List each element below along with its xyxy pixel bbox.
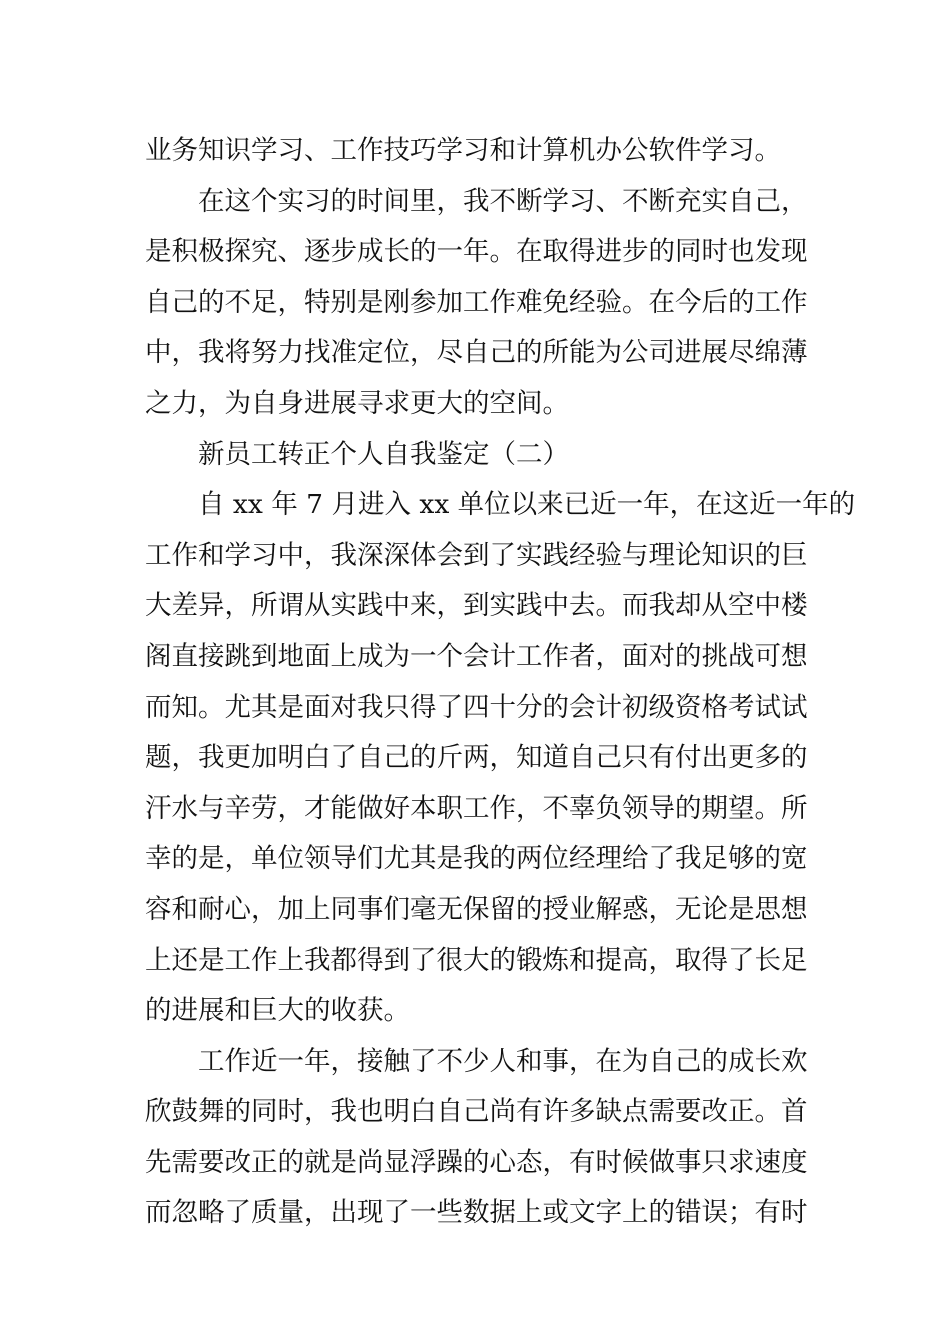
text-line: 上还是工作上我都得到了很大的锻炼和提高，取得了长足: [145, 944, 808, 976]
text-line: 自己的不足，特别是刚参加工作难免经验。在今后的工作: [145, 286, 808, 318]
text-line: 阁直接跳到地面上成为一个会计工作者，面对的挑战可想: [145, 640, 808, 672]
text-line: 而忽略了质量，出现了一些数据上或文字上的错误；有时: [145, 1197, 808, 1229]
text-line: 是积极探究、逐步成长的一年。在取得进步的同时也发现: [145, 236, 808, 268]
text-line: 之力，为自身进展寻求更大的空间。: [145, 387, 569, 419]
text-line: 汗水与辛劳，才能做好本职工作，不辜负领导的期望。所: [145, 792, 808, 824]
paragraph-start-line: 工作近一年，接触了不少人和事，在为自己的成长欢: [198, 1045, 808, 1077]
text-line: 幸的是，单位领导们尤其是我的两位经理给了我足够的宽: [145, 843, 808, 875]
paragraph-start-line: 在这个实习的时间里，我不断学习、不断充实自己，: [198, 185, 808, 217]
paragraph-start-line: 自 xx 年 7 月进入 xx 单位以来已近一年，在这近一年的: [198, 489, 856, 521]
text-line: 而知。尤其是面对我只得了四十分的会计初级资格考试试: [145, 691, 808, 723]
text-line: 大差异，所谓从实践中来，到实践中去。而我却从空中楼: [145, 590, 808, 622]
text-line: 题，我更加明白了自己的斤两，知道自己只有付出更多的: [145, 742, 808, 774]
section-heading: 新员工转正个人自我鉴定（二）: [198, 438, 569, 470]
text-line: 工作和学习中，我深深体会到了实践经验与理论知识的巨: [145, 539, 808, 571]
text-line: 欣鼓舞的同时，我也明白自己尚有许多缺点需要改正。首: [145, 1096, 808, 1128]
text-line: 业务知识学习、工作技巧学习和计算机办公软件学习。: [145, 135, 781, 166]
document-body: [145, 126, 856, 1239]
text-line: 的进展和巨大的收获。: [145, 995, 410, 1027]
text-line: 先需要改正的就是尚显浮躁的心态，有时候做事只求速度: [145, 1146, 808, 1178]
text-line: 容和耐心，加上同事们毫无保留的授业解惑，无论是思想: [145, 893, 808, 925]
text-line: 中，我将努力找准定位，尽自己的所能为公司进展尽绵薄: [145, 337, 808, 369]
